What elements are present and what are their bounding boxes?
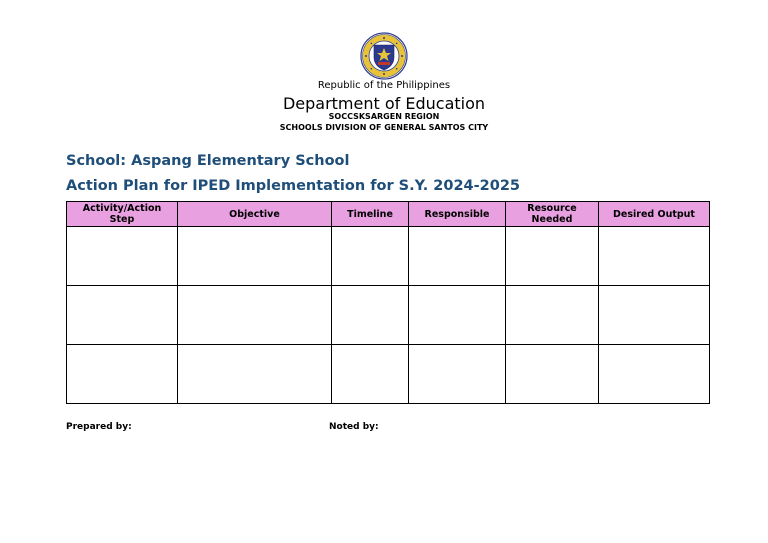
table-row: [67, 227, 710, 286]
table-cell[interactable]: [67, 227, 178, 286]
table-cell[interactable]: [506, 345, 599, 404]
division-label: SCHOOLS DIVISION OF GENERAL SANTOS CITY: [279, 123, 489, 132]
column-header-output: Desired Output: [599, 202, 710, 227]
table-cell[interactable]: [506, 286, 599, 345]
table-cell[interactable]: [332, 286, 409, 345]
column-header-objective: Objective: [178, 202, 332, 227]
table-cell[interactable]: [67, 345, 178, 404]
table-cell[interactable]: [178, 345, 332, 404]
school-name-heading: School: Aspang Elementary School: [66, 153, 350, 169]
action-plan-title: Action Plan for IPED Implementation for S.Y. 2024-2025: [66, 178, 520, 194]
table-cell[interactable]: [599, 286, 710, 345]
table-header-row: [67, 202, 710, 227]
table-cell[interactable]: [599, 227, 710, 286]
column-header-activity: Activity/Action Step: [67, 202, 178, 227]
table-cell[interactable]: [178, 286, 332, 345]
table-cell[interactable]: [332, 227, 409, 286]
deped-seal-icon: [360, 32, 408, 80]
column-header-responsible: Responsible: [409, 202, 506, 227]
column-header-timeline: Timeline: [332, 202, 409, 227]
republic-label: Republic of the Philippines: [317, 80, 451, 91]
noted-by-label: Noted by:: [329, 422, 379, 432]
table-cell[interactable]: [178, 227, 332, 286]
table-row: [67, 286, 710, 345]
column-header-resource: Resource Needed: [506, 202, 599, 227]
department-title: Department of Education: [282, 94, 486, 113]
table-row: [67, 345, 710, 404]
table-cell[interactable]: [409, 286, 506, 345]
table-cell[interactable]: [67, 286, 178, 345]
table-cell[interactable]: [332, 345, 409, 404]
region-label: SOCCSKSARGEN REGION: [328, 112, 440, 121]
table-cell[interactable]: [599, 345, 710, 404]
table-cell[interactable]: [409, 345, 506, 404]
action-plan-table: [66, 201, 710, 404]
table-cell[interactable]: [409, 227, 506, 286]
table-cell[interactable]: [506, 227, 599, 286]
prepared-by-label: Prepared by:: [66, 422, 132, 432]
